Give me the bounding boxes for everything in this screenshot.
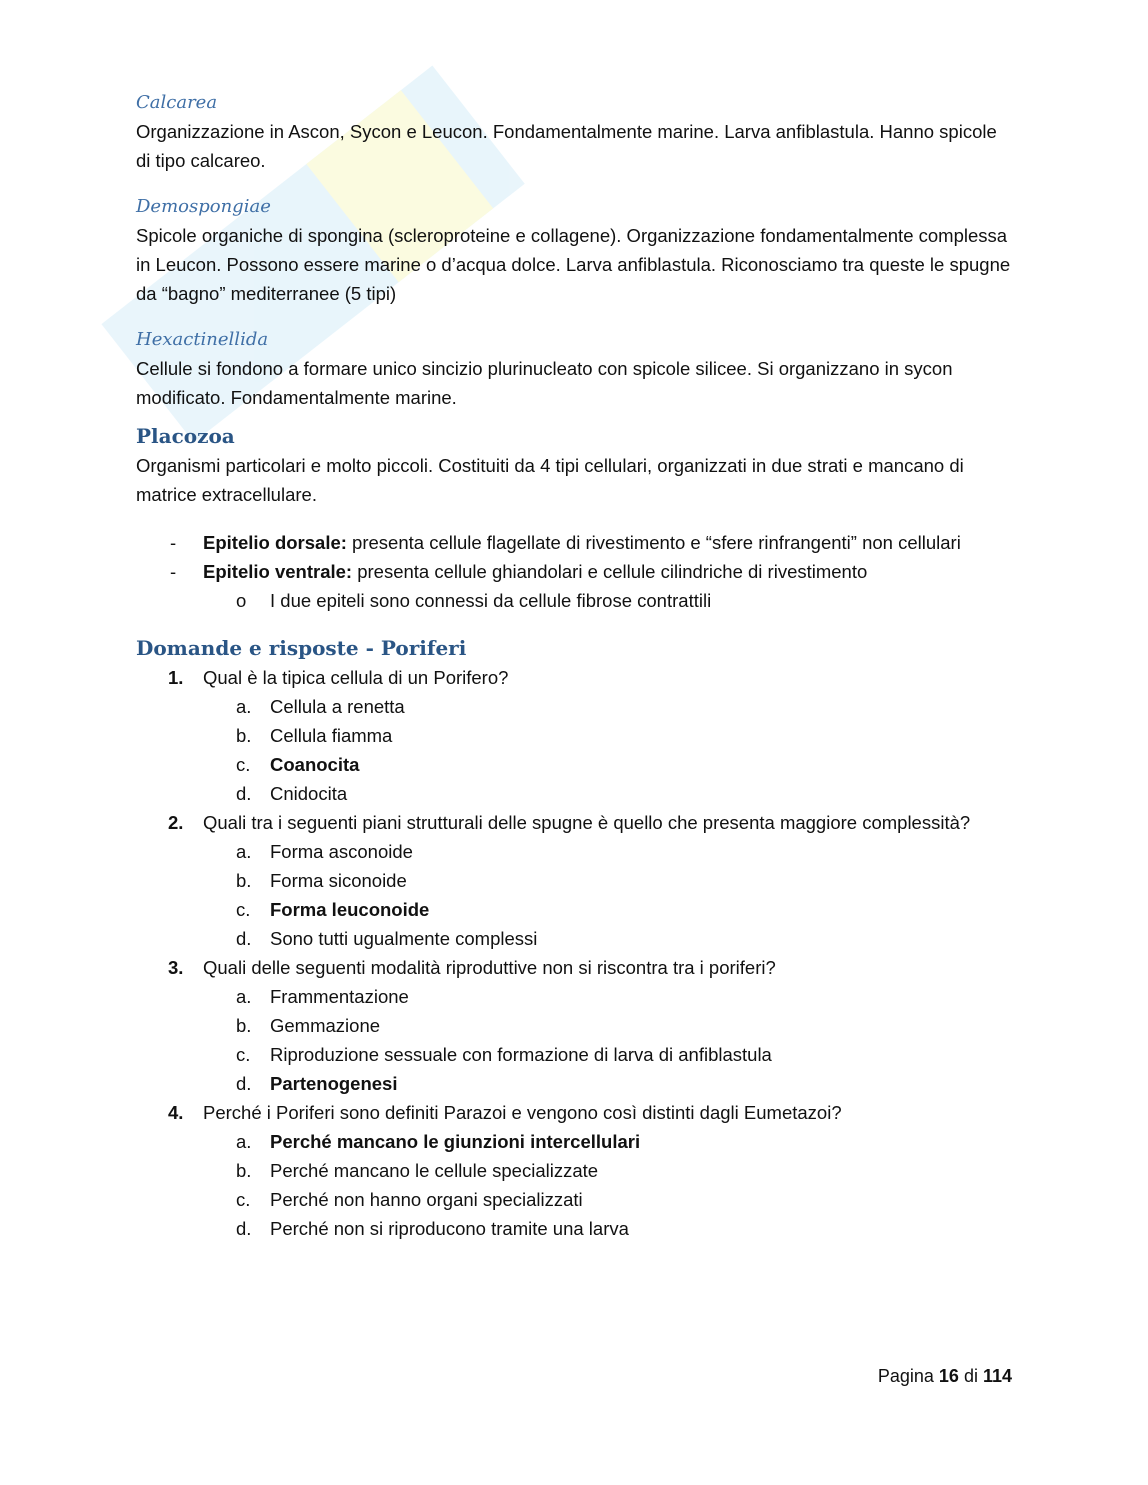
sub-bullet: [136, 586, 1016, 615]
calcarea-heading: Calcarea: [136, 92, 218, 113]
option-letter: d.: [236, 1073, 252, 1094]
bullet-text: presenta cellule flagellate di rivestimento e “sfere rinfrangenti” non cellulari: [346, 532, 961, 553]
question-text: Perché i Poriferi sono definiti Parazoi e vengono così distinti dagli Eumetazoi?: [203, 1102, 842, 1123]
option-text: Perché mancano le giunzioni intercellulari: [270, 1131, 641, 1152]
hexactinellida-paragraph: Cellule si fondono a formare unico sincizio plurinucleato con spicole silicee. Si organizzano in sycon modificato. Fondamentalmente marine.: [136, 358, 953, 408]
option-letter: b.: [236, 1015, 252, 1036]
answer-option-correct: [136, 750, 1016, 779]
question-item: [136, 1098, 1016, 1243]
option-letter: a.: [236, 841, 252, 862]
answer-option: [136, 1040, 1016, 1069]
bullet-label: Epitelio dorsale:: [203, 532, 347, 553]
current-page-number: 16: [938, 1366, 959, 1386]
list-item: [136, 528, 1016, 557]
option-letter: b.: [236, 870, 252, 891]
question-number: 1.: [168, 667, 184, 688]
footer-prefix: Pagina: [877, 1366, 939, 1386]
question: [136, 663, 1016, 692]
answer-option: [136, 1185, 1016, 1214]
answer-option-correct: [136, 1069, 1016, 1098]
option-text: Forma siconoide: [270, 870, 407, 891]
question-item: [136, 663, 1016, 808]
dash-marker: -: [170, 561, 177, 582]
sub-bullet-text: I due epiteli sono connessi da cellule fibrose contrattili: [270, 590, 712, 611]
answer-option: [136, 1214, 1016, 1243]
hexactinellida-heading: Hexactinellida: [136, 329, 269, 350]
answer-option: [136, 779, 1016, 808]
option-letter: b.: [236, 1160, 252, 1181]
placozoa-heading: Placozoa: [136, 424, 235, 448]
question-item: [136, 953, 1016, 1098]
answer-option: [136, 692, 1016, 721]
option-text: Cellula a renetta: [270, 696, 405, 717]
answer-option: [136, 721, 1016, 750]
circle-marker: o: [236, 590, 247, 611]
option-text: Gemmazione: [270, 1015, 381, 1036]
option-text: Cnidocita: [270, 783, 348, 804]
option-text: Perché mancano le cellule specializzate: [270, 1160, 599, 1181]
placozoa-bullet-list: [136, 528, 1016, 586]
question: [136, 808, 1016, 837]
option-letter: c.: [236, 1189, 251, 1210]
answer-option: [136, 982, 1016, 1011]
option-letter: d.: [236, 1218, 252, 1239]
option-text: Forma leuconoide: [270, 899, 430, 920]
list-item: [136, 557, 1016, 586]
option-letter: c.: [236, 899, 251, 920]
question-text: Quali delle seguenti modalità riproduttive non si riscontra tra i poriferi?: [203, 957, 776, 978]
question-text: Qual è la tipica cellula di un Porifero?: [203, 667, 509, 688]
option-letter: a.: [236, 696, 252, 717]
option-text: Forma asconoide: [270, 841, 413, 862]
option-text: Perché non hanno organi specializzati: [270, 1189, 583, 1210]
option-letter: c.: [236, 754, 251, 775]
calcarea-paragraph: Organizzazione in Ascon, Sycon e Leucon. Fondamentalmente marine. Larva anfiblastula. Hanno spicole di tipo calcareo.: [136, 121, 997, 171]
page-footer: [878, 1366, 1012, 1387]
question-list: [136, 663, 1016, 1243]
answer-option: [136, 924, 1016, 953]
questions-heading: Domande e risposte - Poriferi: [136, 636, 467, 660]
footer-middle: di: [958, 1366, 983, 1386]
option-text: Perché non si riproducono tramite una larva: [270, 1218, 629, 1239]
question-number: 4.: [168, 1102, 184, 1123]
bullet-label: Epitelio ventrale:: [203, 561, 353, 582]
option-letter: d.: [236, 783, 252, 804]
option-text: Frammentazione: [270, 986, 409, 1007]
option-letter: d.: [236, 928, 252, 949]
option-letter: a.: [236, 1131, 252, 1152]
question: [136, 953, 1016, 982]
total-page-count: 114: [982, 1366, 1012, 1386]
option-letter: a.: [236, 986, 252, 1007]
question-number: 3.: [168, 957, 184, 978]
bullet-text: presenta cellule ghiandolari e cellule cilindriche di rivestimento: [352, 561, 868, 582]
answer-option-correct: [136, 1127, 1016, 1156]
question-number: 2.: [168, 812, 184, 833]
option-text: Sono tutti ugualmente complessi: [270, 928, 538, 949]
option-text: Partenogenesi: [270, 1073, 398, 1094]
question-text: Quali tra i seguenti piani strutturali delle spugne è quello che presenta maggiore complessità?: [203, 812, 971, 833]
option-text: Cellula fiamma: [270, 725, 393, 746]
question-item: [136, 808, 1016, 953]
demospongiae-heading: Demospongiae: [136, 196, 271, 217]
answer-option: [136, 866, 1016, 895]
main-content: [136, 88, 1016, 1243]
option-text: Riproduzione sessuale con formazione di larva di anfiblastula: [270, 1044, 772, 1065]
option-letter: b.: [236, 725, 252, 746]
dash-marker: -: [170, 532, 177, 553]
answer-option: [136, 1011, 1016, 1040]
option-text: Coanocita: [270, 754, 360, 775]
answer-option: [136, 1156, 1016, 1185]
answer-option-correct: [136, 895, 1016, 924]
option-letter: c.: [236, 1044, 251, 1065]
demospongiae-paragraph: Spicole organiche di spongina (scleroproteine e collagene). Organizzazione fondamentalmente complessa in Leucon. Possono essere marine o d’acqua dolce. Larva anfiblastula. Riconosciamo tra queste le spugne da “bagno” mediterranee (5 tipi): [136, 225, 1011, 304]
answer-option: [136, 837, 1016, 866]
placozoa-paragraph: Organismi particolari e molto piccoli. Costituiti da 4 tipi cellulari, organizzati in due strati e mancano di matrice extracellulare.: [136, 455, 964, 505]
question: [136, 1098, 1016, 1127]
